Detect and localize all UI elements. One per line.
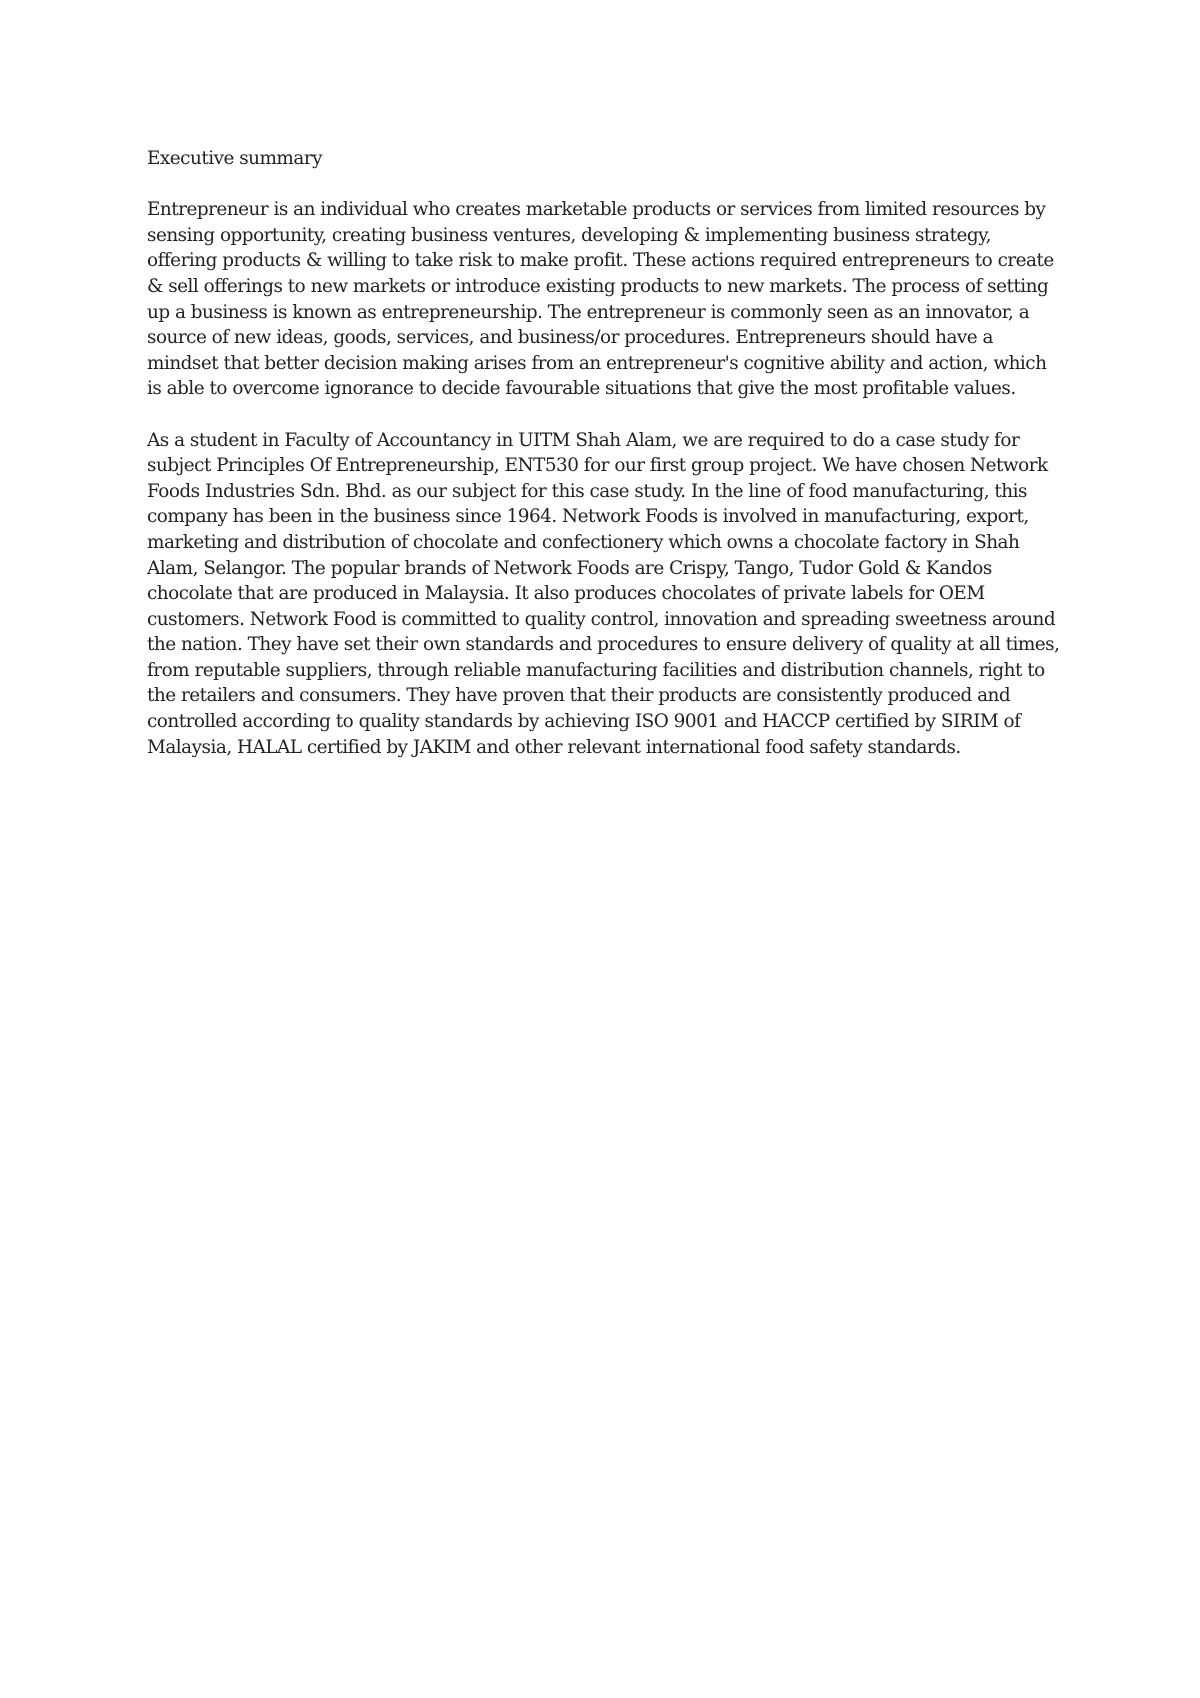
paragraph-case-study-network-foods: As a student in Faculty of Accountancy in UITM Shah Alam, we are required to do a case study for subject Principles Of Entrepreneurship, ENT530 for our first group project. We have chosen Network Foods Industries Sdn. Bhd. as our subject for this case study. In the line of food manufacturing, this company has been in the business since 1964. Network Foods is involved in manufacturing, export, marketing and distribution of chocolate and confectionery which owns a chocolate factory in Shah Alam, Selangor. The popular brands of Network Foods are Crispy, Tango, Tudor Gold & Kandos chocolate that are produced in Malaysia. It also produces chocolates of private labels for OEM customers. Network Food is committed to quality control, innovation and spreading sweetness around the nation. They have set their own standards and procedures to ensure delivery of quality at all times, from reputable suppliers, through reliable manufacturing facilities and distribution channels, right to the retailers and consumers. They have proven that their products are consistently produced and controlled according to quality standards by achieving ISO 9001 and HACCP certified by SIRIM of Malaysia, HALAL certified by JAKIM and other relevant international food safety standards. bbox=[147, 429, 1060, 758]
document-body bbox=[147, 146, 1065, 786]
paragraph-entrepreneur-definition: Entrepreneur is an individual who creates marketable products or services from limited resources by sensing opportunity, creating business ventures, developing & implementing business strategy, offering products & willing to take risk to make profit. These actions required entrepreneurs to create & sell offerings to new markets or introduce existing products to new markets. The process of setting up a business is known as entrepreneurship. The entrepreneur is commonly seen as an innovator, a source of new ideas, goods, services, and business/or procedures. Entrepreneurs should have a mindset that better decision making arises from an entrepreneur's cognitive ability and action, which is able to overcome ignorance to decide favourable situations that give the most profitable values. bbox=[147, 199, 1054, 400]
section-heading: Executive summary bbox=[147, 148, 323, 169]
